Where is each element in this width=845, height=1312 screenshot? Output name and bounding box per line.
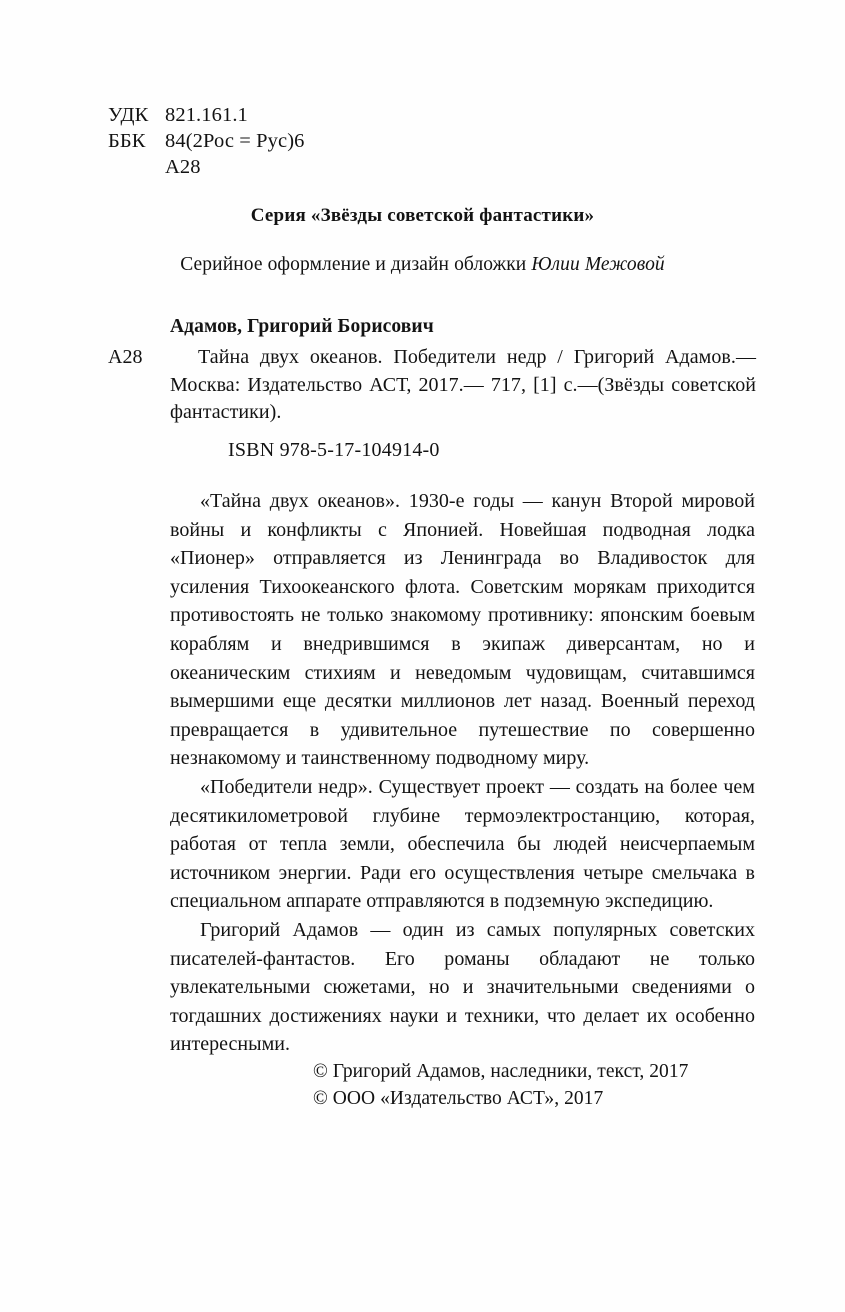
annotation-paragraph-1: «Тайна двух океанов». 1930-е годы — канун Второй мировой войны и конфликты с Японией. Новейшая подводная лодка «Пионер» отправляется из Ленинграда во Владивосток для усиления Тихоокеанского флота. Советским морякам приходится противостоять не только знакомому противнику: японским боевым кораблям и внедрившимся в экипаж диверсантам, но и океаническим стихиям и неведомым чудовищам, считавшимся вымершими еще десятки миллионов лет назад. Военный переход превращается в удивительное путешествие по совершенно незнакомому и таинственному подводному миру. [170, 490, 755, 770]
annotation-paragraph-3: Григорий Адамов — один из самых популярных советских писателей-фантастов. Его романы обладают не только увлекательными сюжетами, но и значительными сведениями о тогдашних достижениях науки и техники, что делает их особенно интересными. [170, 918, 755, 1056]
bbk-label: ББК [108, 130, 146, 152]
series-heading [0, 205, 845, 227]
classification-block [108, 102, 304, 180]
series-prefix: Серия [250, 205, 311, 226]
biblio-description: Тайна двух океанов. Победители недр / Григорий Адамов.— Москва: Издательство АСТ, 2017.— 717, [1] с.—(Звёзды советской фантастики). [170, 346, 756, 423]
biblio-sigla: А28 [108, 346, 143, 368]
copyright-line-author: © Григорий Адамов, наследники, текст, 2017 [313, 1061, 689, 1082]
series-title: «Звёзды советской фантастики» [310, 205, 595, 226]
udk-value: 821.161.1 [165, 104, 248, 126]
biblio-author-heading: Адамов, Григорий Борисович [170, 316, 434, 337]
bbk-value: 84(2Рос = Рус)6 [165, 130, 305, 152]
udk-label: УДК [108, 104, 149, 126]
cover-design-prefix: Серийное оформление и дизайн обложки [180, 254, 532, 275]
sigla-value: А28 [165, 156, 201, 178]
cover-designer-name: Юлии Межовой [531, 254, 665, 275]
classification-row-bbk [108, 128, 304, 154]
biblio-body [108, 344, 756, 427]
copyright-block [313, 1058, 688, 1112]
classification-row-udk [108, 102, 304, 128]
annotation-block [170, 487, 755, 1059]
classification-row-sigla [108, 154, 304, 180]
isbn-line: ISBN 978-5-17-104914-0 [228, 439, 440, 461]
copyright-line-publisher: © ООО «Издательство АСТ», 2017 [313, 1088, 604, 1109]
bibliographic-record [108, 314, 756, 427]
annotation-paragraph-2: «Победители недр». Существует проект — создать на более чем десятикилометровой глубине термоэлектростанцию, которая, работая от тепла земли, обеспечила бы людей неисчерпаемым источником энергии. Ради его осуществления четыре смельчака в специальном аппарате отправляются в подземную экспедицию. [170, 775, 755, 913]
cover-design-credit [0, 254, 845, 276]
